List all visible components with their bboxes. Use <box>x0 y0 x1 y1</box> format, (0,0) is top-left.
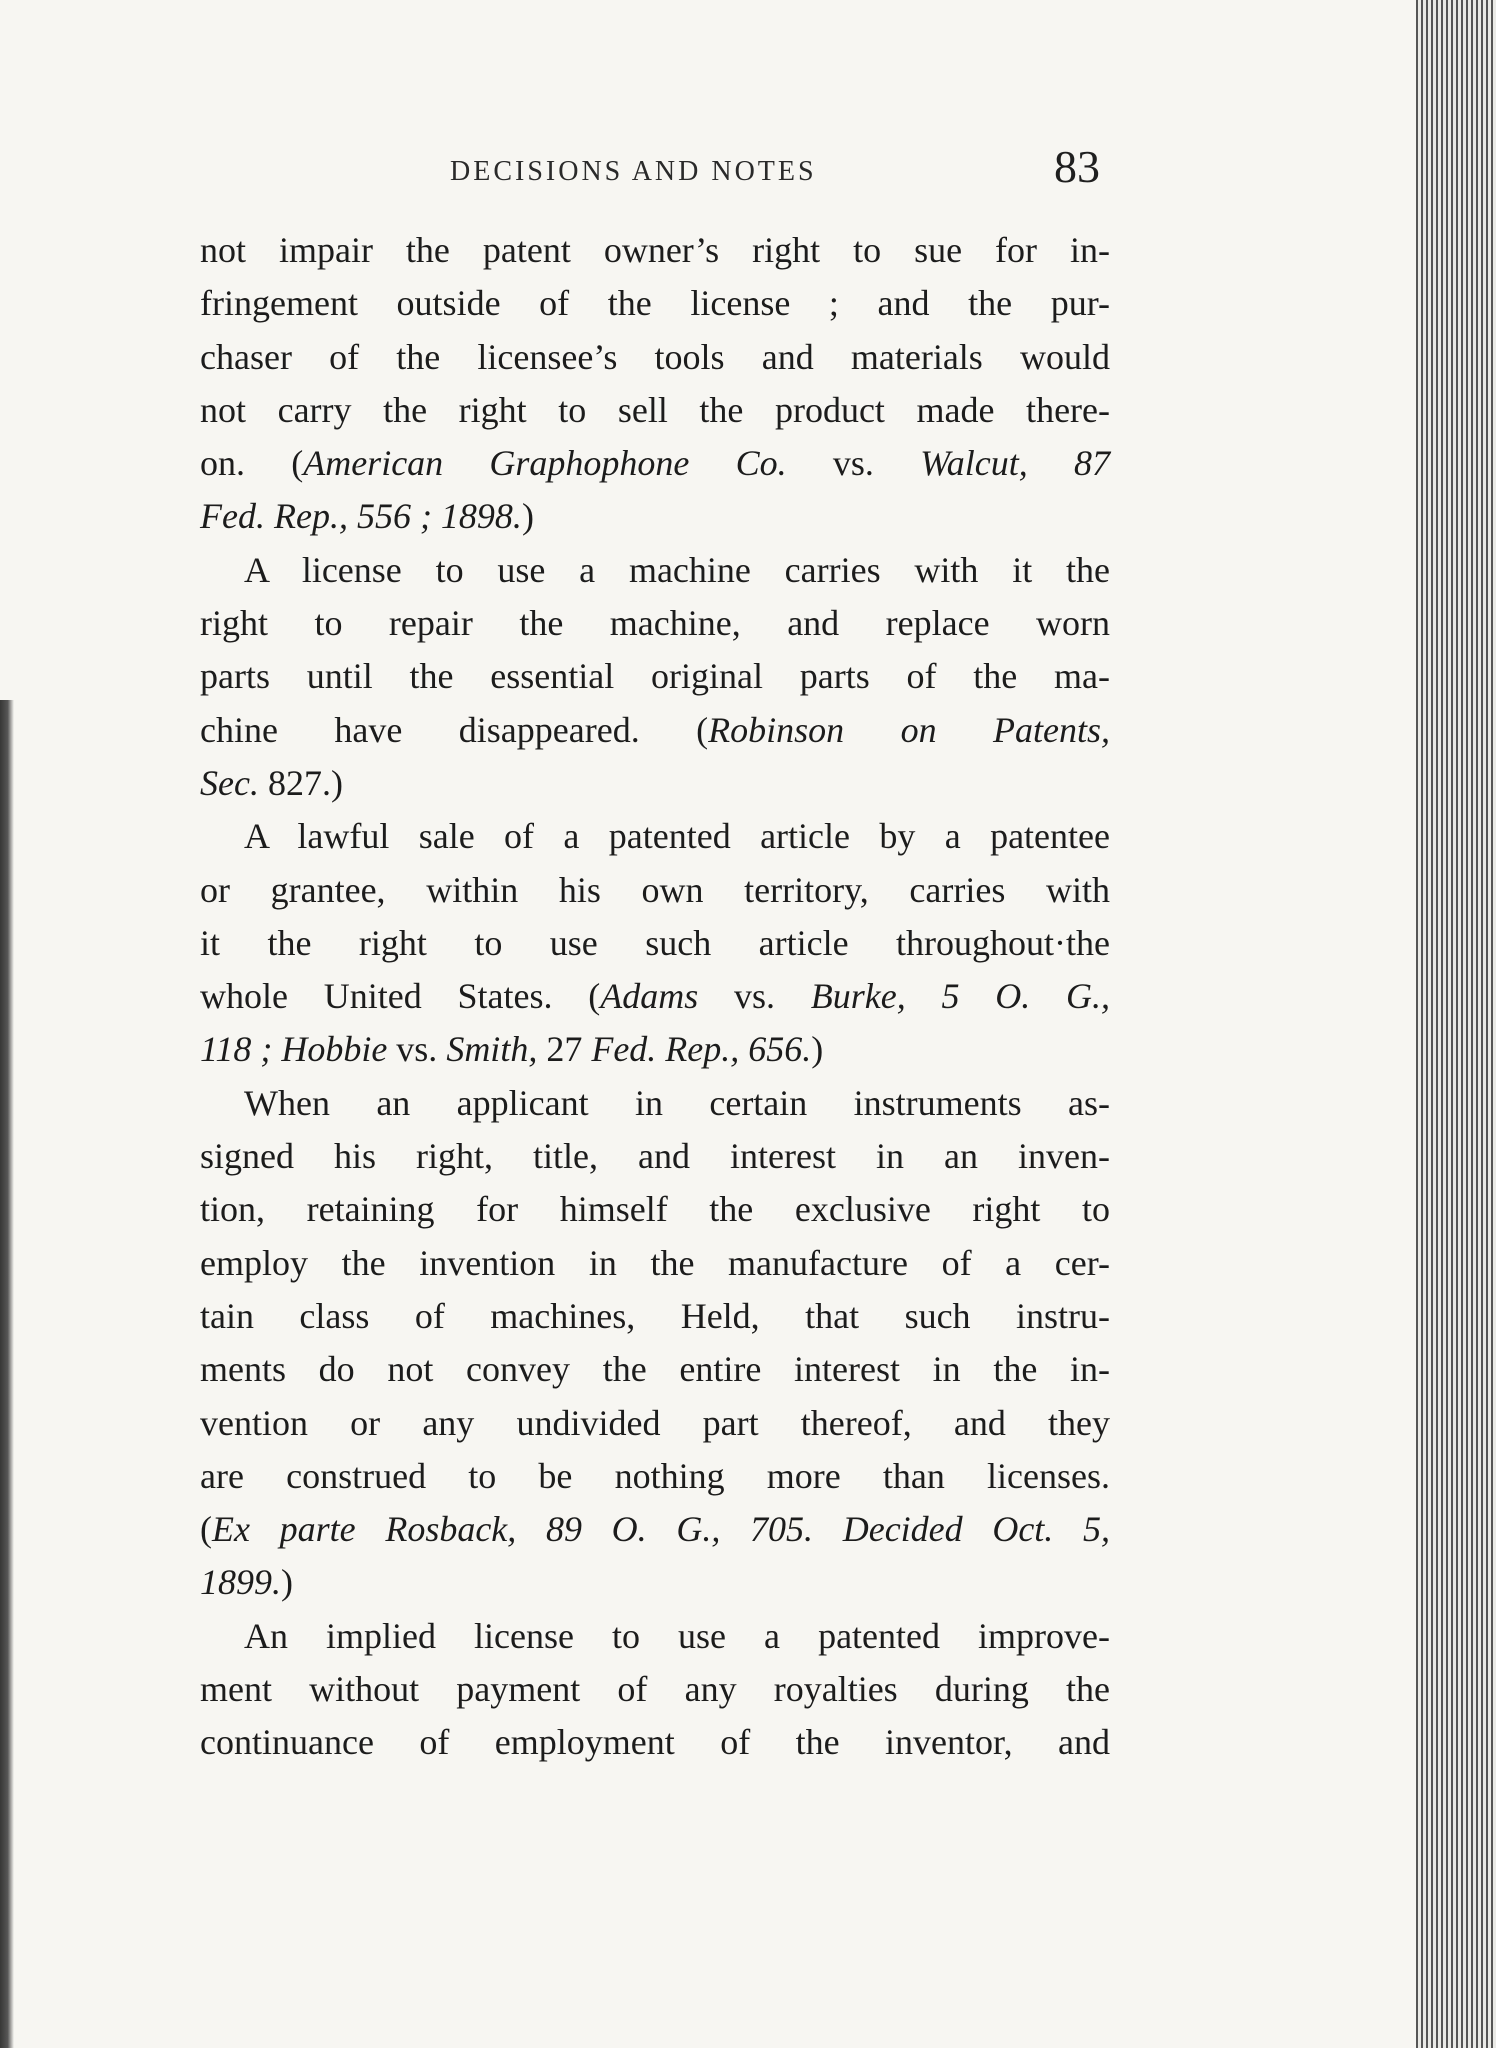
italic-citation: Adams <box>600 976 699 1017</box>
text-run: not carry the right to sell the product made there- <box>200 389 1110 430</box>
text-line <box>200 1290 1110 1343</box>
text-line <box>200 437 1110 490</box>
italic-citation: Burke, 5 O. G., <box>810 976 1110 1017</box>
text-run: employ the invention in the manufacture of a cer- <box>200 1242 1110 1283</box>
italic-citation: 1899. <box>200 1562 281 1603</box>
text-run: A lawful sale of a patented article by a patentee <box>244 816 1110 857</box>
text-run: tain class of machines, Held, that such instru- <box>200 1295 1110 1336</box>
text-line <box>200 1077 1110 1130</box>
italic-citation: Sec. <box>200 762 259 803</box>
italic-citation: Walcut, 87 <box>920 443 1110 484</box>
text-run: vs. <box>786 443 921 484</box>
italic-citation: American Graphophone Co. <box>303 443 787 484</box>
text-line <box>200 1183 1110 1236</box>
text-line <box>200 917 1110 970</box>
text-run: ) <box>521 496 534 537</box>
text-line <box>200 1343 1110 1396</box>
text-run: signed his right, title, and interest in an inven- <box>200 1136 1110 1177</box>
text-line <box>200 1716 1110 1769</box>
text-run: vention or any undivided part thereof, and they <box>200 1402 1110 1443</box>
text-run: An implied license to use a patented improve- <box>244 1615 1110 1656</box>
text-line <box>200 224 1110 277</box>
paragraph <box>200 1077 1110 1610</box>
text-line <box>200 704 1110 757</box>
text-line <box>200 1610 1110 1663</box>
italic-citation: Smith, <box>446 1029 538 1070</box>
text-line <box>200 1397 1110 1450</box>
text-line <box>200 490 1110 543</box>
page-left-shadow <box>0 700 14 2048</box>
paragraph <box>200 544 1110 810</box>
text-line <box>200 970 1110 1023</box>
text-run: continuance of employment of the inventor, and <box>200 1722 1110 1763</box>
text-run: chine have disappeared. ( <box>200 709 709 750</box>
text-run: 27 <box>537 1029 592 1070</box>
text-line <box>200 384 1110 437</box>
text-run: ) <box>281 1562 293 1603</box>
italic-citation: Fed. Rep., 556 ; 1898. <box>200 496 522 537</box>
text-run: 827.) <box>258 762 343 803</box>
text-run: A license to use a machine carries with it the <box>244 549 1110 590</box>
text-run: or grantee, within his own territory, carries with <box>200 869 1110 910</box>
text-run: whole United States. ( <box>200 976 601 1017</box>
text-run: vs. <box>387 1029 447 1070</box>
text-line <box>200 1503 1110 1556</box>
text-line <box>200 1023 1110 1076</box>
text-run: parts until the essential original parts of the ma- <box>200 656 1110 697</box>
text-line <box>200 1663 1110 1716</box>
text-line <box>200 544 1110 597</box>
text-run: ments do not convey the entire interest in the in- <box>200 1349 1110 1390</box>
text-run: ( <box>200 1509 212 1550</box>
running-head: DECISIONS AND NOTES <box>450 156 817 187</box>
paragraph <box>200 1610 1110 1770</box>
text-line <box>200 650 1110 703</box>
paragraph <box>200 224 1110 544</box>
italic-citation: 118 ; Hobbie <box>200 1029 388 1070</box>
text-run: right to repair the machine, and replace worn <box>200 603 1110 644</box>
text-line <box>200 1130 1110 1183</box>
italic-citation: Ex parte Rosback, 89 O. G., 705. Decided Oct. 5, <box>212 1509 1110 1550</box>
text-line <box>200 1450 1110 1503</box>
paragraph <box>200 810 1110 1076</box>
text-line <box>200 597 1110 650</box>
text-run: When an applicant in certain instruments as- <box>244 1082 1110 1123</box>
text-run: are construed to be nothing more than licenses. <box>200 1455 1110 1496</box>
text-line <box>200 864 1110 917</box>
text-line <box>200 1556 1110 1609</box>
text-run: ) <box>811 1029 824 1070</box>
text-run: vs. <box>698 976 811 1017</box>
text-run: chaser of the licensee’s tools and materials would <box>200 336 1110 377</box>
text-line <box>200 757 1110 810</box>
italic-citation: Fed. Rep., 656. <box>591 1029 812 1070</box>
text-line <box>200 331 1110 384</box>
page-right-binding-edge <box>1416 0 1496 2048</box>
text-run: tion, retaining for himself the exclusive right to <box>200 1189 1110 1230</box>
text-run: on. ( <box>200 443 304 484</box>
page-number: 83 <box>1054 141 1100 192</box>
page-header <box>200 140 1120 200</box>
text-run: fringement outside of the license ; and the pur- <box>200 283 1110 324</box>
body-text <box>200 224 1110 1770</box>
italic-citation: Robinson on Patents, <box>708 709 1110 750</box>
text-line <box>200 810 1110 863</box>
text-line <box>200 277 1110 330</box>
text-line <box>200 1237 1110 1290</box>
text-run: not impair the patent owner’s right to sue for in- <box>200 230 1110 270</box>
text-run: ment without payment of any royalties during the <box>200 1669 1110 1710</box>
text-run: it the right to use such article throughout·the <box>200 922 1110 963</box>
